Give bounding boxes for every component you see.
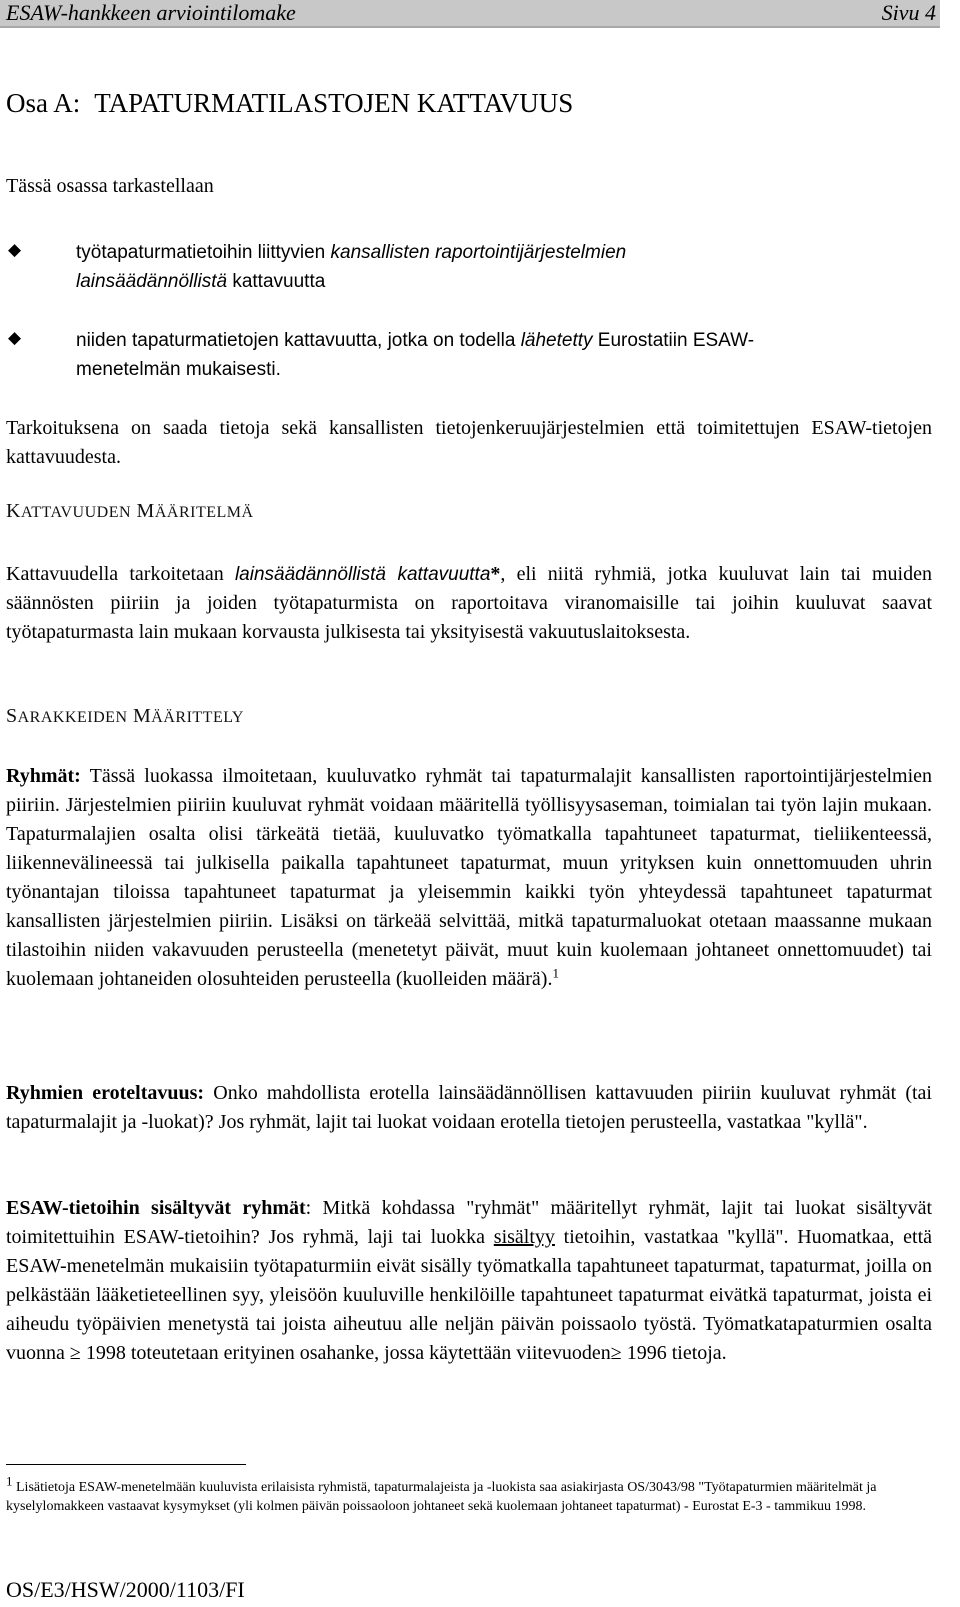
esaw-groups-paragraph: ESAW-tietoihin sisältyvät ryhmät: Mitkä kohdassa "ryhmät" määritellyt ryhmät, lajit tai luokat sisältyvät toimitettuihin ESAW-tietoihin? Jos ryhmä, laji tai luokka sisältyy tietoihin, vastatkaa "kyllä". Huomatkaa, että ESAW-menetelmän mukaisiin työtapaturmiin eivät sisälly työmatkalla tapahtuneet tapaturmat, tapaturmat, joilla on pelkästään lääketieteellinen syy, yleisöön kuuluville henkilöille tapahtuneet tapaturmat eivätkä tapaturmat, joista ei aiheudu työpäivien menetystä tai joista aiheutuu alle neljän päivän poissaolo työstä. Työmatkatapaturmien osalta vuonna ≥ 1998 toteutetaan erityinen osahanke, jossa käytettään viitevuoden≥ 1996 tietoja.: [6, 1197, 933, 1364]
page-header: [0, 0, 940, 28]
bullet-item: niiden tapaturmatietojen kattavuutta, jotka on todella lähetetty Eurostatiin ESAW- menetelmän mukaisesti.: [76, 330, 755, 380]
greater-equal-icon: ≥: [69, 1342, 81, 1364]
section-heading-definition: KATTAVUUDEN MÄÄRITELMÄ: [6, 500, 254, 522]
bullet-item: työtapaturmatietoihin liittyvien kansallisten raportointijärjestelmien lainsäädännöllistä kattavuutta: [76, 242, 627, 292]
purpose-paragraph: Tarkoituksena on saada tietoja sekä kansallisten tietojenkeruujärjestelmien että toimitettujen ESAW-tietojen kattavuudesta.: [6, 417, 932, 468]
intro-text: Tässä osassa tarkastellaan: [6, 175, 214, 197]
footnote: $^1$ Lisätietoja ESAW-menetelmään kuuluvista erilaisista ryhmistä, tapaturmalajeista ja -luokista saa asiakirjasta OS/3043/98 "Työtapaturmien määritelmät ja kyselylomakkeen vastaavat kysymykset (yli kolmen päivän poissaoloon johtaneet sekä kuolemaan johtaneet tapaturmat) - Eurostat E-3 - tammikuu 1998.: [6, 1473, 877, 1514]
footnote-divider: [6, 1464, 246, 1465]
header-page-number: Sivu 4: [881, 0, 936, 25]
diamond-bullet-icon: ◆: [8, 328, 22, 347]
diamond-bullet-icon: ◆: [8, 240, 22, 259]
section-heading-columns: SARAKKEIDEN MÄÄRITTELY: [6, 705, 244, 727]
greater-equal-icon: ≥: [610, 1342, 622, 1364]
header-document-title: ESAW-hankkeen arviointilomake: [6, 0, 296, 25]
document-code: OS/E3/HSW/2000/1103/FI: [6, 1577, 245, 1602]
title-part: Osa A:: [6, 88, 81, 118]
definition-paragraph: Kattavuudella tarkoitetaan lainsäädännöllistä kattavuutta*, eli niitä ryhmiä, jotka kuuluvat lain tai muiden säännösten piiriin ja joiden työtapaturmista on raportoitava viranomaisille tai joihin kuuluvat saavat työtapaturmasta lain mukaan korvausta julkisesta tai yksityisestä vakuutuslaitoksesta.: [6, 563, 932, 643]
page-title: [6, 88, 573, 119]
title-text: TAPATURMATILASTOJEN KATTAVUUS: [94, 88, 574, 118]
separability-paragraph: Ryhmien eroteltavuus: Onko mahdollista erotella lainsäädännöllisen kattavuuden piiriin kuuluvat ryhmät (tai tapaturmalajit ja -luokat)? Jos ryhmät, lajit tai luokat voidaan erotella tietojen perusteella, vastatkaa "kyllä".: [6, 1082, 932, 1133]
groups-paragraph: Ryhmät: Tässä luokassa ilmoitetaan, kuuluvatko ryhmät tai tapaturmalajit kansallisten raportointijärjestelmien piiriin. Järjestelmien piiriin kuuluvat ryhmät voidaan määritellä työllisyysaseman, toimialan tai työn lajin mukaan. Tapaturmalajien osalta olisi tärkeätä tietää, kuuluvatko työmatkalla tapahtuneet tapaturmat, tieliikenteessä, liikennevälineessä tai julkisella paikalla tapahtuneet tapaturmat, muun yrityksen kuin onnettomuuden uhrin työnantajan tiloissa tapahtuneet tapaturmat ja yleisemmin kaikki työn yhteydessä tapahtuneet tapaturmat kansallisten järjestelmien piiriin. Lisäksi on tärkeää selvittää, mitkä tapaturmaluokat otetaan maassanne mukaan tilastoihin niiden vakavuuden perusteella (menetetyt päivät, muut kuin kuolemaan johtaneet onnettomuudet) tai kuolemaan johtaneiden olosuhteiden perusteella (kuolleiden määrä).$^1$: [6, 765, 932, 990]
